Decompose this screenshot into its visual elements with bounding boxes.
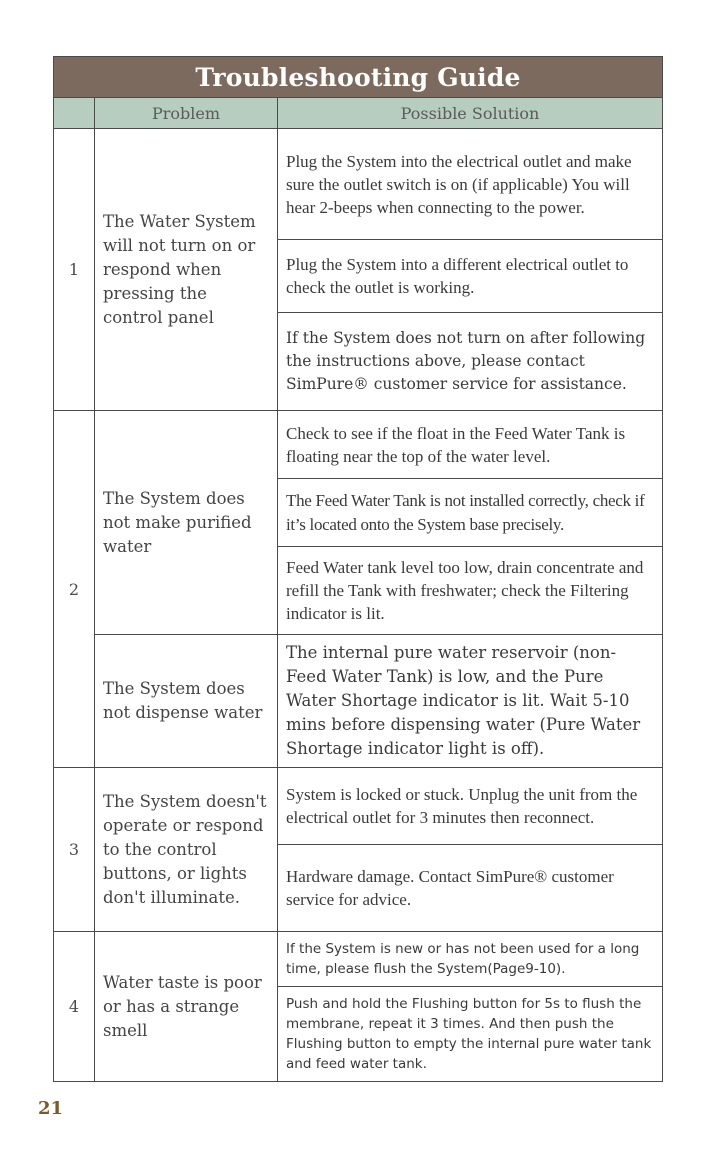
solution-cell: Plug the System into the electrical outlet and make sure the outlet switch is on (if applicable) You will hear 2-beeps when connecting to the power. [278,129,663,240]
header-problem: Problem [95,98,278,129]
troubleshooting-table [53,56,663,1082]
solution-cell: System is locked or stuck. Unplug the unit from the electrical outlet for 3 minutes then reconnect. [278,768,663,845]
header-number [54,98,95,129]
row-number: 4 [54,932,95,1082]
solution-cell: The internal pure water reservoir (non-Feed Water Tank) is low, and the Pure Water Shortage indicator is lit. Wait 5-10 mins before dispensing water (Pure Water Shortage indicator light is off). [278,635,663,768]
solution-cell: Hardware damage. Contact SimPure® customer service for advice. [278,845,663,932]
solution-cell: Feed Water tank level too low, drain concentrate and refill the Tank with freshwater; check the Filtering indicator is lit. [278,547,663,635]
table-title: Troubleshooting Guide [54,57,663,98]
problem-cell: The System does not dispense water [95,635,278,768]
solution-cell: Plug the System into a different electrical outlet to check the outlet is working. [278,240,663,313]
problem-cell: The System does not make purified water [95,411,278,635]
solution-cell: If the System is new or has not been used for a long time, please flush the System(Page9-10). [278,932,663,987]
row-number: 1 [54,129,95,411]
solution-cell: The Feed Water Tank is not installed correctly, check if it’s located onto the System base precisely. [278,479,663,547]
row-number: 3 [54,768,95,932]
header-solution: Possible Solution [278,98,663,129]
solution-cell: Check to see if the float in the Feed Water Tank is floating near the top of the water level. [278,411,663,479]
problem-cell: Water taste is poor or has a strange smell [95,932,278,1082]
solution-cell: If the System does not turn on after following the instructions above, please contact SimPure® customer service for assistance. [278,313,663,411]
row-number: 2 [54,411,95,768]
problem-cell: The System doesn't operate or respond to the control buttons, or lights don't illuminate. [95,768,278,932]
solution-cell: Push and hold the Flushing button for 5s to flush the membrane, repeat it 3 times. And then push the Flushing button to empty the internal pure water tank and feed water tank. [278,987,663,1082]
problem-cell: The Water System will not turn on or respond when pressing the control panel [95,129,278,411]
page-number: 21 [38,1098,64,1119]
